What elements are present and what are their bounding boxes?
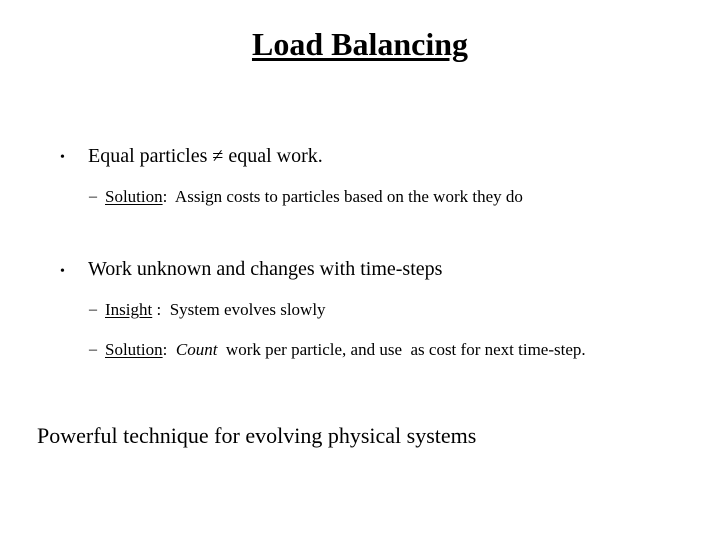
subitem-solution-assign-costs [105,186,523,208]
subitem-separator: : [162,187,175,206]
slide-title: Load Balancing [251,26,469,62]
subitem-separator: : [162,340,176,359]
subitem-separator: : [152,300,170,319]
subitem-emphasis: Count [175,340,218,359]
subitem-text: work per particle, and use as cost for next time-step. [217,340,586,359]
dash-marker: – [89,301,97,318]
subitem-text: Assign costs to particles based on the work they do [174,187,523,206]
subitem-label: Solution [105,187,163,206]
dash-marker: – [89,341,97,358]
dash-marker: – [89,188,97,205]
bullet-text-work-unknown: Work unknown and changes with time-steps [88,258,443,280]
bullet-marker: • [60,150,65,165]
bullet-marker: • [60,264,65,279]
bullet-text-equal-particles: Equal particles ≠ equal work. [88,145,323,167]
footer-statement: Powerful technique for evolving physical systems [37,423,477,448]
subitem-solution-count-work [105,339,586,361]
subitem-label: Insight [105,300,153,319]
subitem-text: System evolves slowly [169,300,326,319]
subitem-label: Solution [105,340,163,359]
subitem-insight [105,299,326,321]
